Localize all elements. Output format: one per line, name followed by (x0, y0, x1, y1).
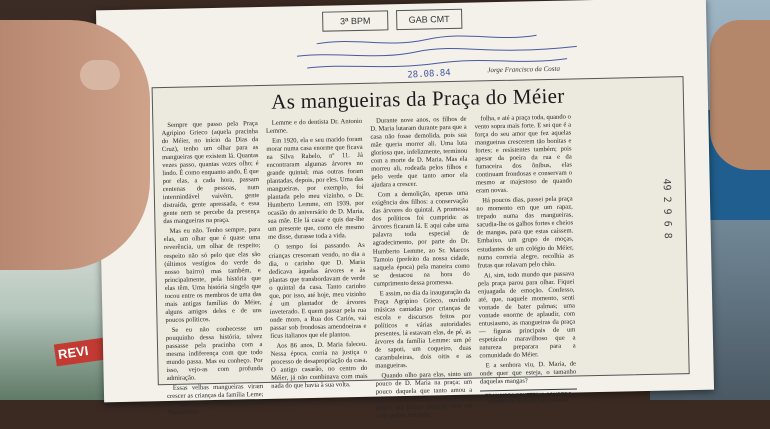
article-byline-sub: (Professora de Santo dum. Lemme) (488, 397, 569, 406)
side-code: 49 2 9 6 8 (660, 178, 673, 239)
article-column-1 (161, 120, 264, 427)
paper-sheet (96, 0, 714, 420)
paragraph: Ai, sim, todo mundo que passava pela praça parou para olhar. Fiquei enjuagada de emoção. Confesso, até, que, naquele momento, senti vontade de bater palmas; uma vontade enorme de aplaudir, com entusiasmo, as mangueiras da praça — figuras principais de um espetáculo maravilhoso que a natureza preparara para a comunidade do Méier. (477, 270, 576, 360)
paragraph: E a senhora viu, D. Maria, de onde quer que esteja, o tamanho daquelas mangas? (479, 360, 577, 386)
thumbnail-nail (80, 60, 120, 90)
paragraph: Sempre que passo pela Praça Agripino Grieco (aquela pracinha do Méier, no início da Dias da Cruz), tenho um olhar para as mangueiras que existem lá. Quantas vezes passo, quantas vezes olho; é lindo. É como enquanto ando, É que por elas, a cada hora, passam centenas de pessoas, num intermindável vaivém, gente distraída, gente apressada, e essa gente nem se percebe da presença das mangueiras na praça. (161, 120, 260, 226)
holding-thumb (0, 20, 150, 270)
article-column-3 (370, 116, 473, 423)
paragraph: E assim, no dia da inauguração da Praça Agripino Grieco, ouvindo músicas cantadas por crianças de escola e discursos feitos por políticos e várias autoridades presentes, lá estavam elas, de pé, as árvores da família Lemme: um pé de sapoti, um coqueiro, duas carambuleiras, dois oitis e as mangueiras. (373, 288, 472, 370)
paragraph: Mas eu não. Tenho sempre, para elas, um olhar que é quase uma reverência, um olhar de respeito; respeito não só pelo que elas são (últimos vestígios do verde do nosso bairro) mas também, e principalmente, pela história que elas têm. Uma história singela que tocou entre os membros de uma das mais antigas famílias do Méier, alguns amigos deles e de uns poucos políticos. (163, 226, 262, 324)
article-column-2 (266, 118, 369, 425)
paragraph: Se eu não conhecesse um pouquinho dessa história, talvez passasse pela pracinha com a mesma indiferença com que todo mundo passa. Mas eu conheço. Por isso, vejo-as com profunda admiração. (165, 324, 263, 382)
paragraph: Durante nove anos, os filhos de D. Maria lutaram durante para que a casa não fosse demolida, pois sua mãe queria morrer ali. Uma luta gloriosa que, infelizmente, terminou com a morte de D. Maria. Mas ela morreu ali, rodeada pelos filhos e pelo verde que tanto amor ela ajudara a crescer. (370, 115, 468, 189)
article-byline: FRANCISCA SCHETTINO SOMBERG (480, 388, 577, 399)
paragraph: Lemme e do dentista Dr. Antonio Lemme. (265, 117, 363, 135)
paragraph: Em 1920, ela e seu marido foram morar numa casa enorme que ficava na Silva Rabelo, nº 11. Já encontraram algumas árvores no grande quintal; mas outras foram plantadas, depois, por eles. Uma das mangueiras, por exemplo, foi plantada pelo meu vizinho, o Dr. Humberto Lemme, em 1939, por ocasião do aniversário de D. Maria, sua mãe. Ele lá casar e quis dar-lhe um presente que, como ele mesmo me disse, durasse toda a vida. (266, 135, 365, 242)
handwritten-date: 28.08.84 (407, 68, 451, 81)
paragraph: Essas velhas mangueiras viram crescer as crianças da família Leme; os doze filhos de D. Maria do Nascimento (166, 383, 264, 417)
paragraph: O tempo foi passando. As crianças cresceram vendo, no dia a dia, o carinho que D. Maria dedicava àquelas árvores e às plantas que transbordavam de verde o quintal da casa. Tanto carinho que, por isso, até hoje, meu vizinho é um plantador de árvores inveterado. E quem passar pela rua onde moro, a Rua dos Cariós, vai passar sob frondosas amendoeiras e ficus italianos que ele plantou. (268, 242, 367, 340)
paragraph: Há poucos dias, passei pela praça no momento em que um rapaz, trepado numa das mangueiras, sacudia-lhe os galhos fortes e cheios de mangas, para que estas caíssem. Embaixo, um grupo de moças, estudantes de um colégio do Méier, numa correria alegre, recolhia as frutas que rolavam pelo chão. (476, 195, 574, 270)
paragraph: Quando olho para elas, sinto um pouco de D. Maria na praça; um pouco daquela que tanto amou a vida. Um pouco, de D. Maria na praça; um pouco daquela vida em cada galho, em cada (375, 370, 473, 420)
book-label: REVI (57, 342, 90, 363)
article-columns (161, 111, 680, 420)
paragraph: Aos 86 anos, D. Maria faleceu. Nessa época, corria na justiça o processo de desapropriação da casa. O antigo casarão, no centro do Méier, já não combinava com mais nada do que havia à sua volta. (270, 340, 368, 390)
author-line: Jorge Francisco da Costa (487, 64, 561, 75)
paragraph: folha, e até a praça toda, quando o vento sopra mais forte. E sei que é a força do seu amor que fez aquelas mangueiras crescerem tão bonitas e fortes; e resistentes também; pois apesar da poeira da rua e da fumaceira dos ônibus, elas continuam frondosas e conservam o mesmo ar majestoso de quando eram novas. (474, 113, 573, 195)
paragraph: Com a demolição, apenas uma exigência dos filhos: a conservação das árvores do quintal. A promessa dos políticos foi cumprida: as árvores ficaram lá. E aqui cabe uma palavra toda especial de agradecimento, por parte do Dr. Humberto Lemme, ao Sr. Marcos Tamoio (prefeito da nossa cidade, naquela época) pela maneira como se destacou na hora do cumprimento dessa promessa. (371, 189, 470, 288)
newspaper-clipping (152, 76, 690, 420)
article-column-4 (474, 114, 577, 421)
person-arm (710, 20, 770, 170)
article-headline: As mangueiras da Praça do Méier (271, 83, 565, 114)
stamp-gab: GAB CMT (396, 9, 462, 30)
stamp-bpm: 3ª BPM (322, 10, 388, 31)
